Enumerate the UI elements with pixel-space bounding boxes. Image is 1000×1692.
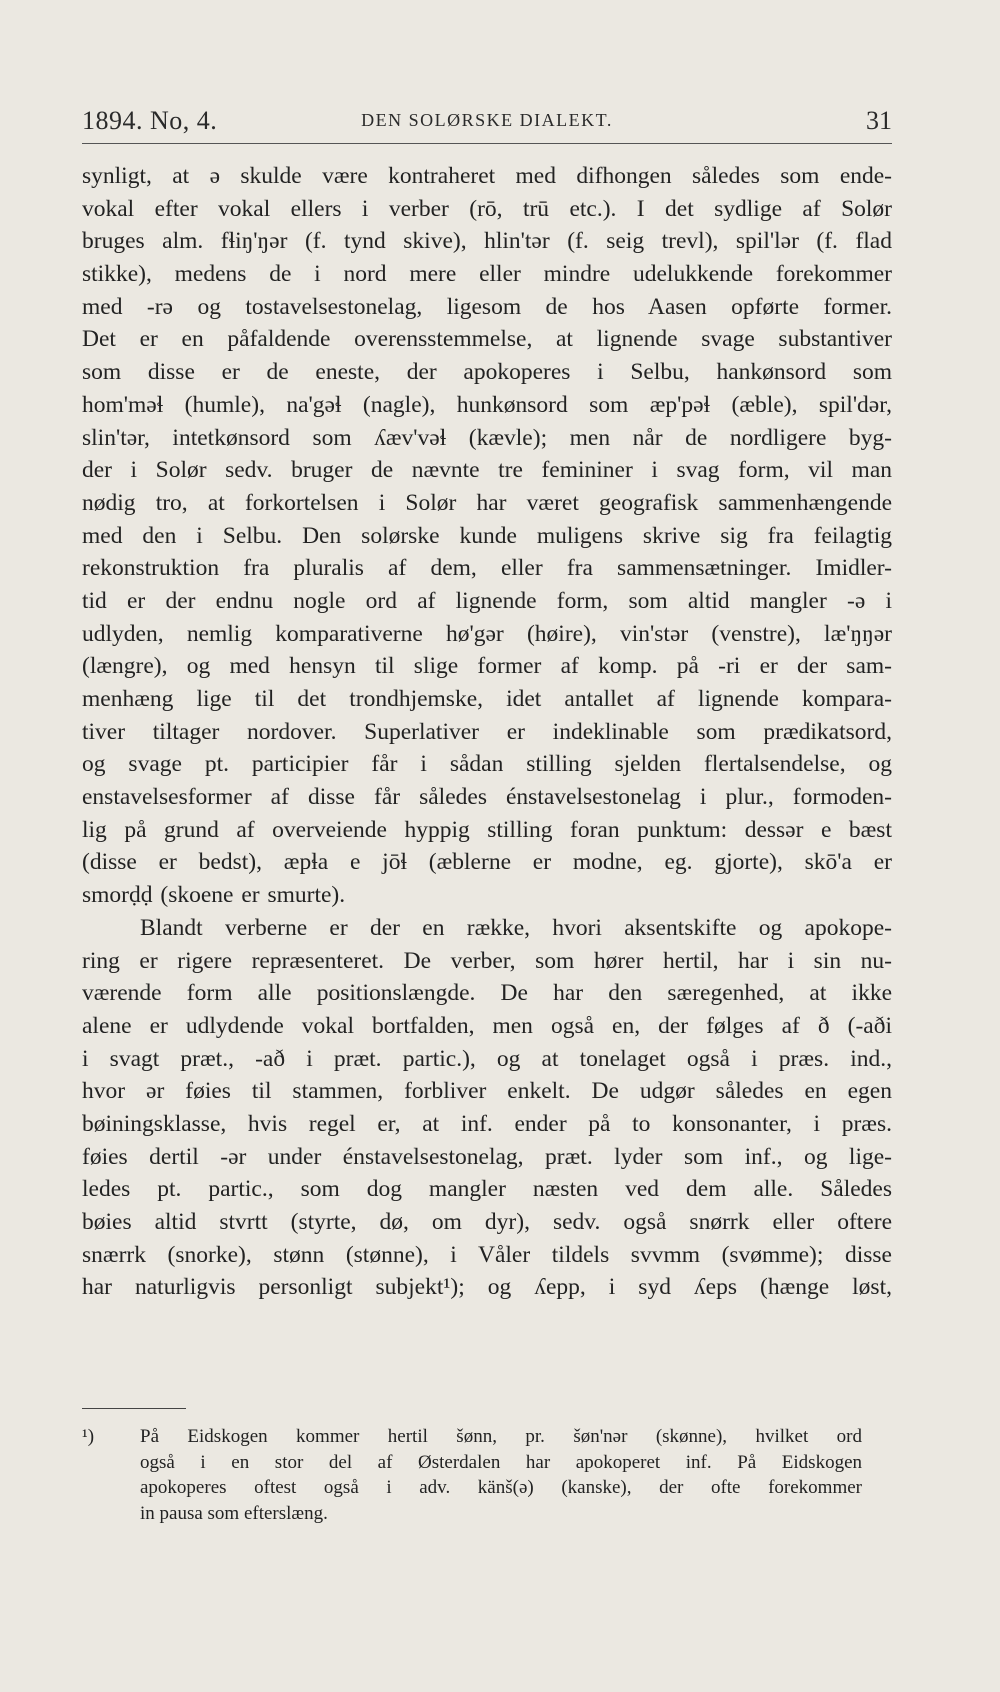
text-line: har naturligvis personligt subjekt¹); og ʎepp, i syd ʎeps (hænge løst, — [82, 1274, 892, 1301]
text-line: tid er der endnu nogle ord af lignende form, som altid mangler -ə i — [82, 587, 892, 614]
text-line: slin'tər, intetkønsord som ʎæv'vəɬ (kævle); men når de nordligere byg- — [82, 424, 892, 451]
footnote-rule — [82, 1408, 186, 1409]
text-line: hvor ər føies til stammen, forbliver enkelt. De udgør således en egen — [82, 1078, 892, 1105]
text-line: (længre), og med hensyn til slige former af komp. på -ri er der sam- — [82, 653, 892, 680]
running-header — [82, 106, 892, 136]
text-line: føies dertil -ər under énstavelsestonelag, præt. lyder som inf., og lige- — [82, 1143, 892, 1170]
issue-label: 1894. No, 4. — [82, 106, 218, 135]
text-line: og svage pt. participier får i sådan stilling sjelden flertalsendelse, og — [82, 751, 892, 778]
text-line: bøiningsklasse, hvis regel er, at inf. ender på to konsonanter, i præs. — [82, 1110, 892, 1137]
text-line: ring er rigere repræsenteret. De verber, som hører hertil, har i sin nu- — [82, 947, 892, 974]
running-title: DEN SOLØRSKE DIALEKT. — [361, 110, 613, 130]
text-line: enstavelsesformer af disse får således énstavelsestonelag i plur., formoden- — [82, 784, 892, 811]
page-number: 31 — [866, 106, 892, 135]
footnote-text: På Eidskogen kommer hertil šønn, pr. šøn'nər (skønne), hvilket ord — [140, 1426, 862, 1447]
text-line: snærrk (snorke), stønn (stønne), i Våler tildels svvmm (svømme); disse — [82, 1241, 892, 1268]
footnote-line: apokoperes oftest også i adv. känš(ə) (kanske), der ofte forekommer — [140, 1477, 862, 1499]
text-line: der i Solør sedv. bruger de nævnte tre femininer i svag form, vil man — [82, 457, 892, 484]
text-line: nødig tro, at forkortelsen i Solør har været geografisk sammenhængende — [82, 489, 892, 516]
footnote-line: in pausa som efterslæng. — [140, 1502, 328, 1524]
text-line: værende form alle positionslængde. De har den særegenhed, at ikke — [82, 980, 892, 1007]
text-line: vokal efter vokal ellers i verber (rō, trū etc.). I det sydlige af Solør — [82, 195, 892, 222]
text-line: bruges alm. fɬiŋ'ŋər (f. tynd skive), hlin'tər (f. seig trevl), spil'lər (f. flad — [82, 228, 892, 255]
text-line: hom'məɬ (humle), na'gəɬ (nagle), hunkønsord som æp'pəɬ (æble), spil'dər, — [82, 391, 892, 418]
text-line: synligt, at ə skulde være kontraheret med difhongen således som ende- — [82, 163, 892, 189]
text-line: bøies altid stvrtt (styrte, dø, om dyr), sedv. også snørrk eller oftere — [82, 1209, 892, 1235]
text-line: i svagt præt., -að i præt. partic.), og at tonelaget også i præs. ind., — [82, 1045, 892, 1072]
footnote-marker: ¹) — [82, 1426, 95, 1447]
text-line: med -rə og tostavelsestonelag, ligesom de hos Aasen opførte former. — [82, 293, 892, 320]
text-line: Det er en påfaldende overensstemmelse, at lignende svage substantiver — [82, 326, 892, 353]
text-line: (disse er bedst), æpɬa e jōɬ (æblerne er modne, eg. gjorte), skō'a er — [82, 849, 892, 876]
text-line: menhæng lige til det trondhjemske, idet antallet af lignende kompara- — [82, 686, 892, 712]
text-line: som disse er de eneste, der apokoperes i Selbu, hankønsord som — [82, 359, 892, 386]
text-line: udlyden, nemlig komparativerne hø'gər (høire), vin'stər (venstre), læ'ŋŋər — [82, 620, 892, 647]
footnote — [82, 1424, 862, 1526]
text-line: med den i Selbu. Den solørske kunde muligens skrive sig fra feilagtig — [82, 522, 892, 549]
text-line: alene er udlydende vokal bortfalden, men også en, der følges af ð (-aði — [82, 1012, 892, 1039]
text-line: lig på grund af overveiende hyppig stilling foran punktum: dessər e bæst — [82, 816, 892, 843]
text-line: tiver tiltager nordover. Superlativer er indeklinable som prædikatsord, — [82, 718, 892, 745]
text-line: ledes pt. partic., som dog mangler næsten ved dem alle. Således — [82, 1176, 892, 1203]
body-text — [82, 160, 892, 1304]
text-line: smorḍḍ (skoene er smurte). — [82, 882, 346, 909]
text-line: rekonstruktion fra pluralis af dem, eller fra sammensætninger. Imidler- — [82, 555, 892, 582]
footnote-line — [82, 1424, 862, 1450]
header-rule — [82, 143, 892, 144]
footnote-line: også i en stor del af Østerdalen har apokoperet inf. På Eidskogen — [140, 1451, 862, 1473]
text-line: stikke), medens de i nord mere eller mindre udelukkende forekommer — [82, 261, 892, 288]
text-line: Blandt verberne er der en række, hvori aksentskifte og apokope- — [140, 914, 892, 941]
